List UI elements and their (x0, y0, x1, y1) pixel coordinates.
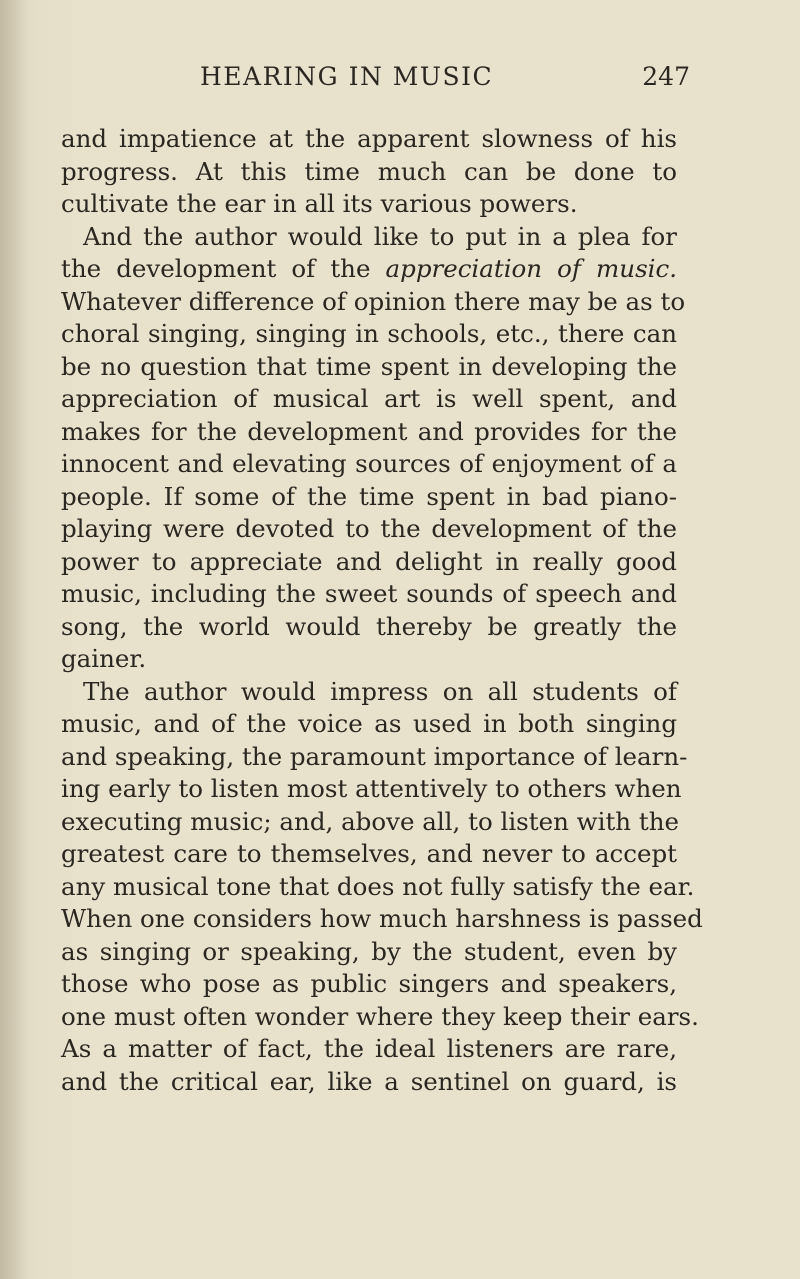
text-line-8: be no question that time spent in developing the (61, 351, 677, 381)
text-line-5 (61, 253, 677, 286)
body-text (61, 123, 703, 1098)
text-line-15: music, including the sweet sounds of speech and (61, 579, 677, 608)
text-line-11: innocent and elevating sources of enjoyment of a (61, 449, 677, 478)
text-line-1: and impatience at the apparent slowness of his (61, 124, 677, 153)
text-line-5-roman: the development of the (61, 254, 371, 283)
text-line-12: people. If some of the time spent in bad piano- (61, 481, 677, 511)
text-line-16: song, the world would thereby be greatly the (61, 611, 677, 641)
text-line-20: and speaking, the paramount importance of learn- (61, 741, 688, 771)
text-line-27: those who pose as public singers and speakers, (61, 969, 677, 998)
text-line-29: As a matter of fact, the ideal listeners are rare, (61, 1034, 677, 1063)
text-line-9: appreciation of musical art is well spent, and (61, 384, 677, 413)
text-line-30: and the critical ear, like a sentinel on guard, is (61, 1066, 677, 1096)
text-line-13: playing were devoted to the development of the (61, 514, 677, 543)
text-line-26: as singing or speaking, by the student, even by (61, 936, 677, 966)
running-title: HEARING IN MUSIC (200, 62, 494, 91)
text-line-17: gainer. (61, 644, 147, 673)
text-line-7: choral singing, singing in schools, etc., there can (61, 319, 677, 348)
page-gutter-shadow (0, 0, 28, 1279)
page-number: 247 (642, 62, 690, 91)
text-line-24: any musical tone that does not fully satisfy the ear. (61, 871, 695, 901)
text-line-19: music, and of the voice as used in both singing (61, 709, 677, 738)
text-line-6: Whatever difference of opinion there may be as to (61, 286, 686, 316)
text-line-18: The author would impress on all students of (83, 676, 677, 706)
emphasis-appreciation-of-music: appreciation of music. (385, 254, 677, 283)
text-line-25: When one considers how much harshness is passed (61, 904, 703, 933)
text-line-4: And the author would like to put in a plea for (83, 221, 677, 251)
text-line-21: ing early to listen most attentively to others when (61, 774, 682, 803)
text-line-28: one must often wonder where they keep their ears. (61, 1001, 699, 1031)
text-line-10: makes for the development and provides for the (61, 416, 677, 446)
text-line-2: progress. At this time much can be done to (61, 156, 677, 186)
text-line-3: cultivate the ear in all its various powers. (61, 189, 578, 218)
text-line-22: executing music; and, above all, to listen with the (61, 806, 679, 836)
running-head (110, 62, 690, 102)
text-line-14: power to appreciate and delight in really good (61, 546, 677, 576)
text-line-23: greatest care to themselves, and never to accept (61, 839, 677, 868)
